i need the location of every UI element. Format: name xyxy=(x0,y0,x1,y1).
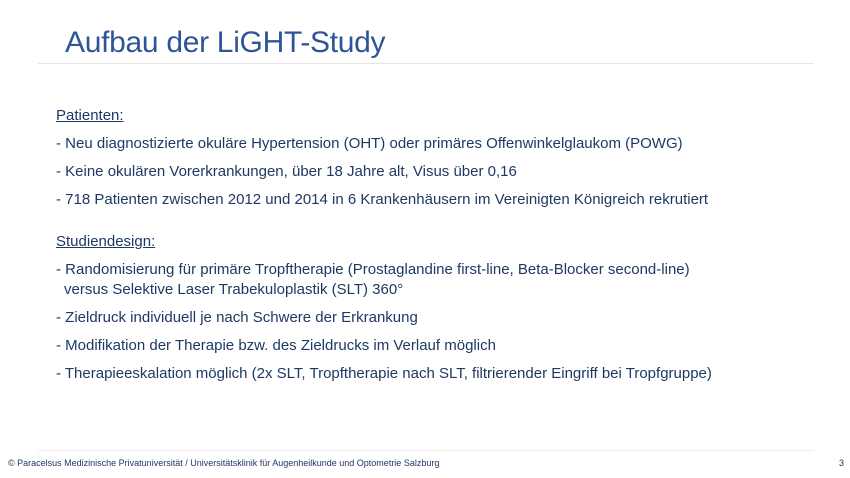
list-item: - Zieldruck individuell je nach Schwere der Erkrankung xyxy=(56,309,418,326)
page-number: 3 xyxy=(838,458,844,468)
list-item: - 718 Patienten zwischen 2012 und 2014 in 6 Krankenhäusern im Vereinigten Königreich rekrutiert xyxy=(56,191,709,208)
title-divider xyxy=(38,63,814,64)
footer-copyright: © Paracelsus Medizinische Privatuniversität / Universitätsklinik für Augenheilkunde und Optometrie Salzburg xyxy=(8,458,440,468)
list-item: - Keine okulären Vorerkrankungen, über 18 Jahre alt, Visus über 0,16 xyxy=(56,163,517,180)
list-item: - Modifikation der Therapie bzw. des Zieldrucks im Verlauf möglich xyxy=(56,337,496,354)
section-heading-study-design: Studiendesign: xyxy=(56,233,156,250)
slide-title: Aufbau der LiGHT-Study xyxy=(65,26,386,59)
list-item: - Neu diagnostizierte okuläre Hypertension (OHT) oder primäres Offenwinkelglaukom (POWG) xyxy=(56,135,683,152)
section-heading-patients: Patienten: xyxy=(56,107,124,124)
section-spacer xyxy=(56,218,816,232)
list-item: - Therapieeskalation möglich (2x SLT, Tropftherapie nach SLT, filtrierender Eingriff bei Tropfgruppe) xyxy=(56,365,712,382)
list-item-continuation: versus Selektive Laser Trabekuloplastik (SLT) 360° xyxy=(64,281,404,298)
list-item xyxy=(56,260,816,300)
list-item-line: - Randomisierung für primäre Tropftherapie (Prostaglandine first-line, Beta-Blocker second-line) xyxy=(56,261,690,278)
slide-body xyxy=(56,106,816,392)
footer-divider xyxy=(38,450,814,451)
